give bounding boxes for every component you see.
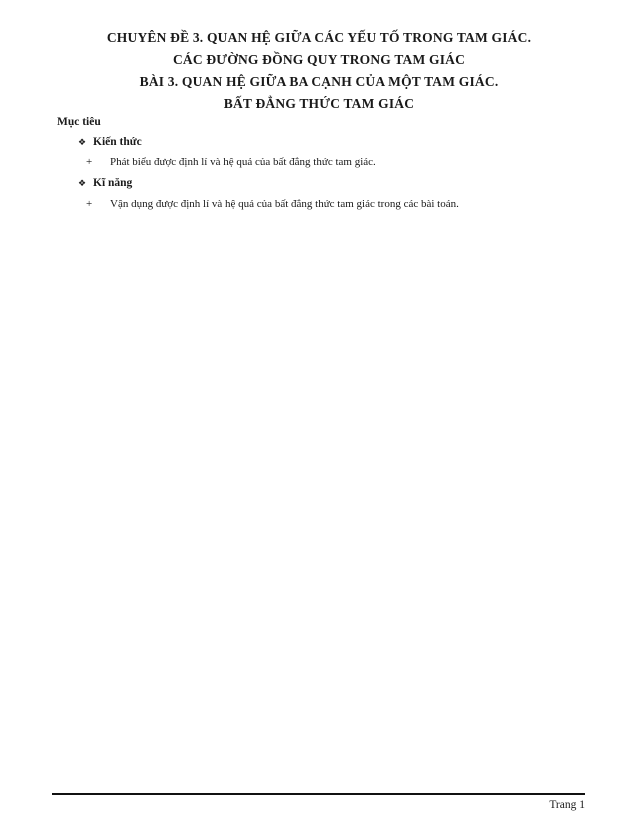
section-label-kien-thuc: Kiến thức	[93, 136, 142, 148]
title-line-4: BẤT ĐẲNG THỨC TAM GIÁC	[223, 96, 415, 111]
plus-bullet-icon: +	[86, 198, 93, 210]
title-line-2: CÁC ĐƯỜNG ĐỒNG QUY TRONG TAM GIÁC	[172, 52, 466, 67]
plus-bullet-icon: +	[86, 156, 93, 168]
objective-item-knowledge	[78, 155, 376, 169]
footer-divider	[52, 793, 585, 795]
diamond-bullet-icon: ❖	[78, 138, 87, 148]
objective-item-text-skill: Vận dụng được định lí và hệ quả của bất đẳng thức tam giác trong các bài toán.	[110, 198, 459, 210]
page-number: Trang 1	[549, 799, 585, 811]
section-heading-kien-thuc	[78, 135, 142, 150]
document-title-block	[0, 27, 638, 115]
title-line-1: CHUYÊN ĐỀ 3. QUAN HỆ GIỮA CÁC YẾU TỐ TRONG TAM GIÁC.	[106, 30, 532, 45]
section-label-ki-nang: Kĩ năng	[93, 177, 133, 189]
objective-item-text-knowledge: Phát biểu được định lí và hệ quả của bất đẳng thức tam giác.	[110, 156, 376, 168]
objectives-heading: Mục tiêu	[57, 116, 101, 128]
section-heading-ki-nang	[78, 176, 132, 191]
title-line-3: BÀI 3. QUAN HỆ GIỮA BA CẠNH CỦA MỘT TAM GIÁC.	[139, 74, 499, 89]
objective-item-skill	[78, 197, 459, 211]
diamond-bullet-icon: ❖	[78, 179, 87, 189]
